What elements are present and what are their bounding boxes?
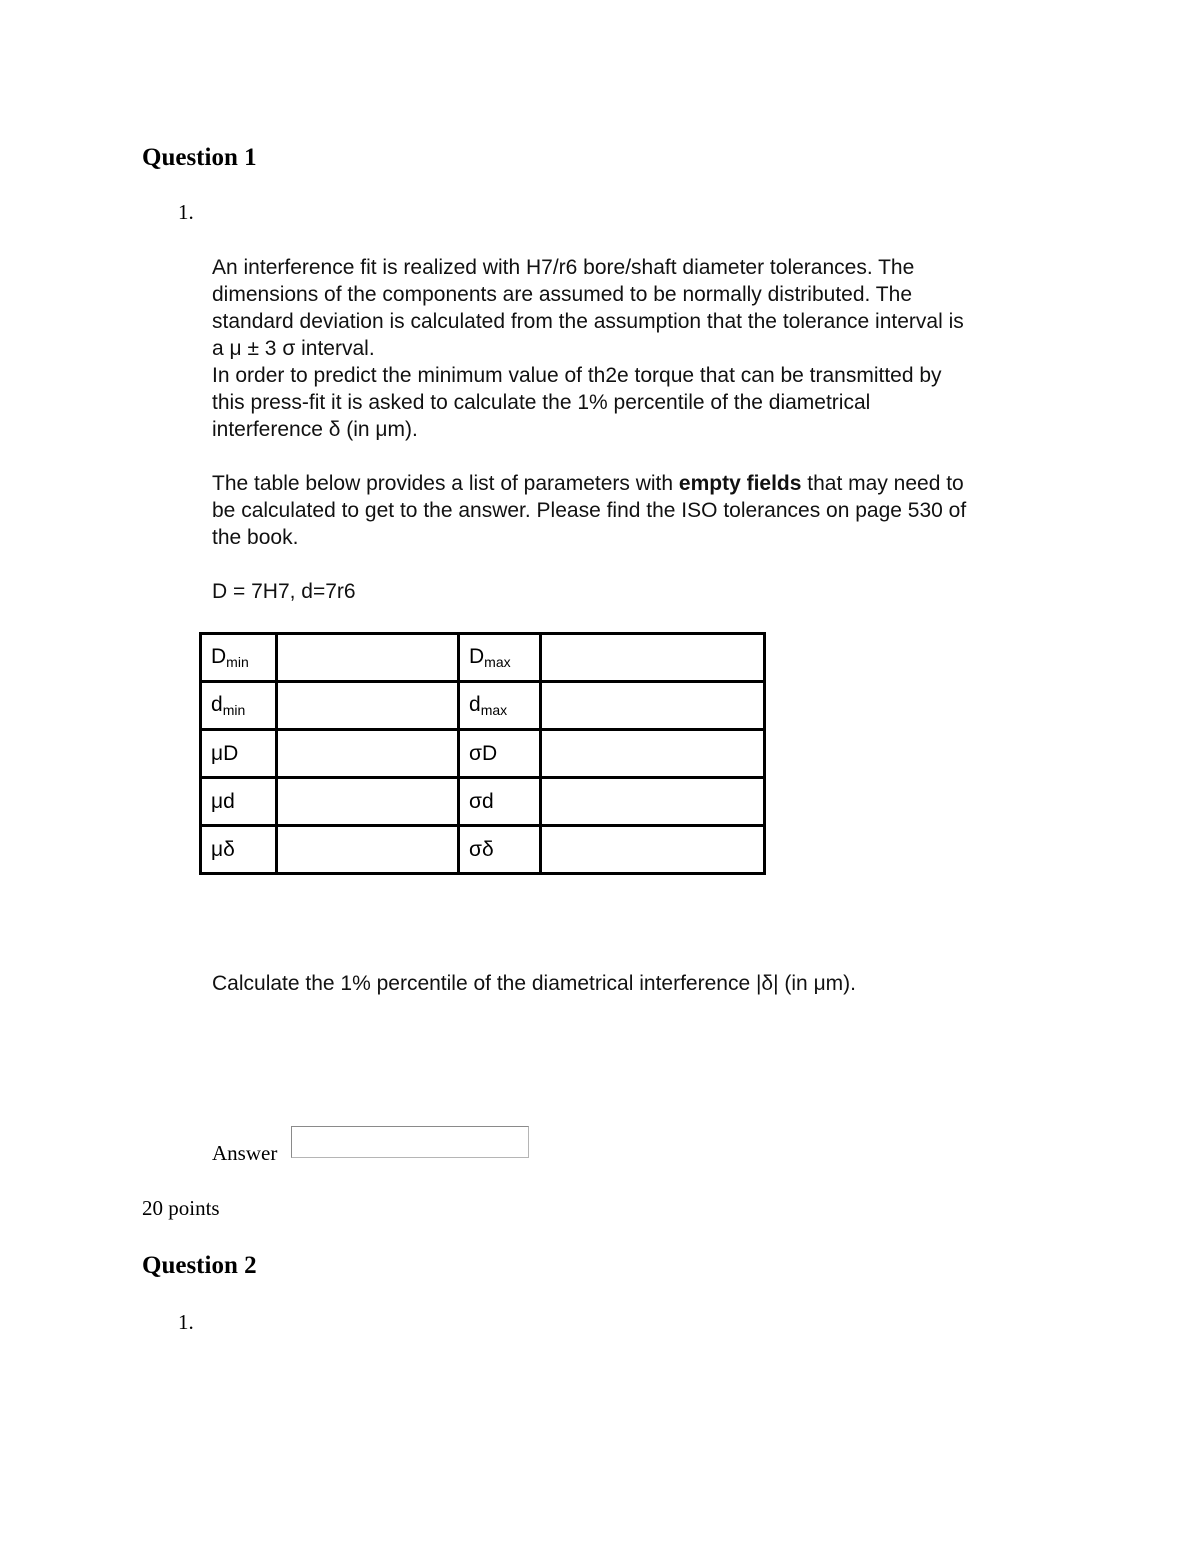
parameter-subscript: min (226, 654, 249, 670)
paragraph-1-line-3: standard deviation is calculated from the assumption that the tolerance interval is (212, 310, 964, 333)
left-symbol-cell (201, 730, 277, 778)
paragraph-1-line-5: In order to predict the minimum value of th2e torque that can be transmitted by (212, 364, 942, 387)
calculate-prompt: Calculate the 1% percentile of the diametrical interference |δ| (in μm). (212, 972, 856, 995)
paragraph-2-line-3: the book. (212, 526, 299, 549)
right-symbol-cell (459, 730, 541, 778)
question-1-item-number: 1. (178, 200, 194, 224)
right-value-cell (541, 682, 765, 730)
paragraph-2-text: The table below provides a list of parameters with (212, 472, 679, 495)
parameter-symbol: μD (211, 741, 239, 765)
parameter-symbol: d (469, 693, 481, 716)
left-value-cell (277, 730, 459, 778)
paragraph-1-line-2: dimensions of the components are assumed to be normally distributed. The (212, 283, 912, 306)
paragraph-1-line-1: An interference fit is realized with H7/r6 bore/shaft diameter tolerances. The (212, 256, 915, 279)
points-label: 20 points (142, 1196, 220, 1220)
left-value-cell (277, 778, 459, 826)
paragraph-1-line-6: this press-fit it is asked to calculate the 1% percentile of the diametrical (212, 391, 871, 414)
parameter-subscript: min (222, 702, 246, 718)
parameter-symbol: D (211, 645, 227, 668)
parameter-row (201, 826, 765, 874)
dimension-spec: D = 7H7, d=7r6 (212, 580, 356, 603)
parameter-symbol: σδ (469, 837, 494, 861)
right-value-cell (541, 730, 765, 778)
right-symbol-cell (459, 826, 541, 874)
parameter-symbol: μd (211, 789, 235, 813)
left-symbol-cell (201, 682, 277, 730)
parameter-table (199, 632, 766, 875)
empty-fields-emphasis: empty fields (678, 472, 802, 495)
right-value-cell (541, 826, 765, 874)
paragraph-2-line-1 (212, 470, 1082, 497)
parameter-row (201, 682, 765, 730)
parameter-symbol: σd (469, 789, 494, 813)
left-value-cell (277, 826, 459, 874)
parameter-row (201, 778, 765, 826)
parameter-symbol: σD (469, 741, 498, 765)
parameter-subscript: max (480, 702, 508, 718)
answer-label: Answer (212, 1141, 278, 1165)
left-symbol-cell (201, 634, 277, 682)
right-value-cell (541, 634, 765, 682)
paragraph-1-line-4: a μ ± 3 σ interval. (212, 337, 375, 360)
left-value-cell (277, 634, 459, 682)
parameter-row (201, 634, 765, 682)
parameter-symbol: μδ (211, 837, 235, 861)
question-1-title: Question 1 (142, 144, 257, 171)
left-symbol-cell (201, 826, 277, 874)
question-1-text (212, 254, 1082, 605)
answer-input[interactable] (291, 1126, 529, 1158)
left-symbol-cell (201, 778, 277, 826)
question-2-title: Question 2 (142, 1252, 257, 1279)
parameter-symbol: d (211, 693, 223, 716)
right-symbol-cell (459, 682, 541, 730)
paragraph-2-text-cont: that may need to (801, 472, 964, 495)
parameter-row (201, 730, 765, 778)
right-symbol-cell (459, 778, 541, 826)
parameter-symbol: D (469, 645, 485, 668)
paragraph-2-line-2: be calculated to get to the answer. Please find the ISO tolerances on page 530 of (212, 499, 967, 522)
paragraph-1-line-7: interference δ (in μm). (212, 418, 418, 441)
question-2-item-number: 1. (178, 1310, 194, 1334)
right-symbol-cell (459, 634, 541, 682)
parameter-subscript: max (484, 654, 511, 670)
left-value-cell (277, 682, 459, 730)
right-value-cell (541, 778, 765, 826)
